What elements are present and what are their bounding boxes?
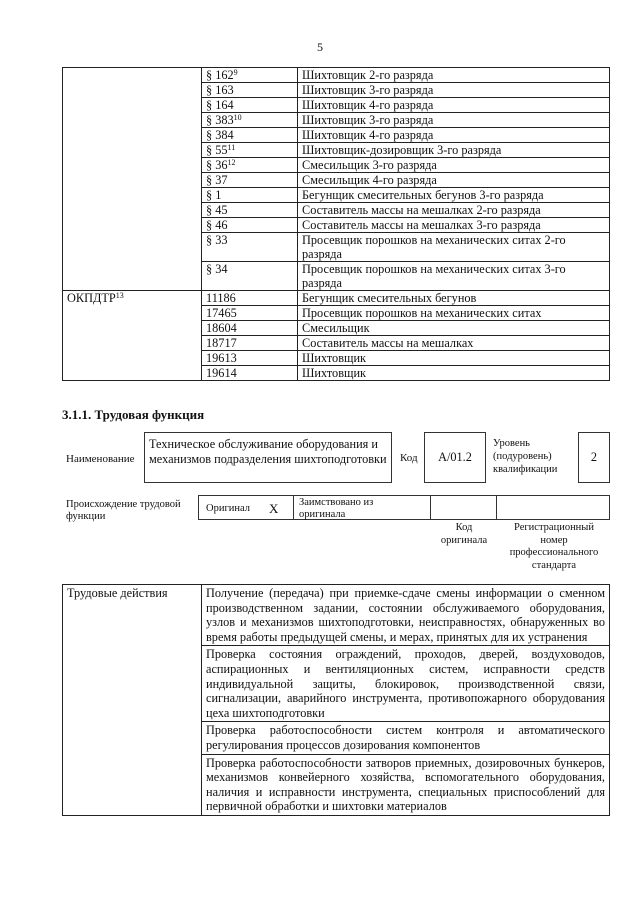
original-mark: X (269, 501, 279, 516)
code-box (424, 432, 486, 483)
function-name-box (144, 432, 392, 483)
ref-title-cell: Смесильщик 4-го разряда (298, 173, 610, 188)
ref-title-cell: Смесильщик 3-го разряда (298, 158, 610, 173)
ref-footnote: 9 (233, 68, 238, 77)
ref-code-cell (202, 218, 298, 233)
ref-code-cell (202, 262, 298, 291)
function-name-value: Техническое обслуживание оборудования и механизмов подразделения шихтоподготовки (149, 437, 387, 466)
ref-footnote: 11 (227, 143, 236, 152)
ref-title-cell: Просевщик порошков на механических ситах 3-го разряда (298, 262, 610, 291)
ref-title-cell: Шихтовщик 2-го разряда (298, 68, 610, 83)
code-label: Код (400, 452, 418, 464)
ref-code: § 384 (206, 128, 234, 142)
action-item: Проверка работоспособности затворов приемных, дозировочных бункеров, механизмов конвейерного хозяйства, вспомогательного оборудования, наличия и исправности инструмента, специальных приспособлений для первичной обработки и шихтовки материалов (202, 754, 610, 815)
ref-title-cell: Бегунщик смесительных бегунов 3-го разряда (298, 188, 610, 203)
ref-code: 18604 (206, 321, 237, 335)
ref-title-cell: Просевщик порошков на механических ситах (298, 306, 610, 321)
level-value: 2 (590, 450, 598, 464)
ref-table-row (63, 291, 610, 306)
labour-actions-table (62, 584, 610, 816)
reg-number-caption: Регистрационный номер профессионального стандарта (509, 522, 599, 571)
action-row (63, 585, 610, 646)
ref-code: 17465 (206, 306, 237, 320)
ref-code: 19614 (206, 366, 237, 380)
level-label: Уровень (подуровень) квалификации (493, 438, 558, 475)
action-item: Получение (передача) при приемке-сдаче смены информации о сменном производственном задании, состоянии обслуживаемого оборудования, узлов и механизмов шихтоподготовки, неисправностях, обнаруженных во время работы предыдущей смены, и мерах, принятых для их устранения (202, 585, 610, 646)
ref-group-cell (63, 68, 202, 291)
ref-code: § 33 (206, 233, 228, 247)
ref-code-cell (202, 188, 298, 203)
ref-title-cell: Составитель массы на мешалках 3-го разряда (298, 218, 610, 233)
ref-code-cell (202, 68, 298, 83)
ref-code-cell (202, 98, 298, 113)
ref-code: § 164 (206, 98, 234, 112)
ref-title-cell: Шихтовщик 4-го разряда (298, 128, 610, 143)
action-item: Проверка работоспособности систем контроля и автоматического регулирования процессов дозирования компонентов (202, 722, 610, 754)
original-cell (198, 495, 294, 520)
borrowed-label: Заимствовано из оригинала (299, 497, 374, 520)
ref-code: § 162 (206, 68, 234, 82)
page-number: 5 (317, 40, 323, 54)
code-original-caption: Код оригинала (440, 522, 488, 546)
ref-code: 19613 (206, 351, 237, 365)
ref-code: § 36 (206, 158, 228, 172)
borrowed-cell (293, 495, 431, 520)
reference-table (62, 67, 610, 381)
ref-code: § 163 (206, 83, 234, 97)
code-value: A/01.2 (438, 450, 472, 464)
ref-footnote: 10 (233, 113, 242, 122)
ref-code-cell (202, 336, 298, 351)
ref-code: § 34 (206, 262, 228, 276)
ref-code-cell (202, 158, 298, 173)
actions-label: Трудовые действия (63, 585, 202, 816)
ref-code: § 37 (206, 173, 228, 187)
ref-title-cell: Смесильщик (298, 321, 610, 336)
ref-code-cell (202, 291, 298, 306)
ref-code-cell (202, 233, 298, 262)
name-label: Наименование (66, 453, 135, 465)
ref-code-cell (202, 143, 298, 158)
ref-title-cell: Шихтовщик 4-го разряда (298, 98, 610, 113)
ref-code-cell (202, 113, 298, 128)
ref-title-cell: Шихтовщик (298, 366, 610, 381)
ref-code: 18717 (206, 336, 237, 350)
ref-title-cell: Бегунщик смесительных бегунов (298, 291, 610, 306)
ref-title-cell: Шихтовщик-дозировщик 3-го разряда (298, 143, 610, 158)
ref-footnote: 12 (227, 158, 236, 167)
ref-code: § 55 (206, 143, 228, 157)
level-box (578, 432, 610, 483)
okpdtr-label: ОКПДТР (67, 291, 116, 305)
ref-title-cell: Шихтовщик (298, 351, 610, 366)
ref-code: § 1 (206, 188, 222, 202)
ref-code-cell (202, 128, 298, 143)
section-heading: 3.1.1. Трудовая функция (62, 407, 205, 422)
ref-table-row (63, 68, 610, 83)
ref-code: § 383 (206, 113, 234, 127)
ref-code-cell (202, 173, 298, 188)
ref-code: 11186 (206, 291, 236, 305)
ref-code-cell (202, 321, 298, 336)
action-item: Проверка состояния ограждений, проходов, дверей, воздуховодов, аспирационных и вентиляционных систем, исправности средств индивидуальной защиты, блокировок, производственной связи, сигнализации, аварийного инструмента, противопожарного оборудования цеха шихтоподготовки (202, 646, 610, 722)
ref-title-cell: Шихтовщик 3-го разряда (298, 83, 610, 98)
original-label: Оригинал (206, 503, 250, 514)
ref-code-cell (202, 306, 298, 321)
okpdtr-footnote: 13 (115, 291, 124, 300)
okpdtr-cell (63, 291, 202, 381)
ref-title-cell: Просевщик порошков на механических ситах 2-го разряда (298, 233, 610, 262)
ref-title-cell: Шихтовщик 3-го разряда (298, 113, 610, 128)
ref-code-cell (202, 83, 298, 98)
ref-code: § 46 (206, 218, 228, 232)
ref-title-cell: Составитель массы на мешалках (298, 336, 610, 351)
code-original-cell (430, 495, 497, 520)
origin-row (198, 495, 610, 520)
ref-code-cell (202, 366, 298, 381)
ref-code-cell (202, 351, 298, 366)
ref-code-cell (202, 203, 298, 218)
ref-code: § 45 (206, 203, 228, 217)
ref-title-cell: Составитель массы на мешалках 2-го разряда (298, 203, 610, 218)
reg-number-cell (496, 495, 610, 520)
origin-label: Происхождение трудовой функции (66, 499, 181, 522)
